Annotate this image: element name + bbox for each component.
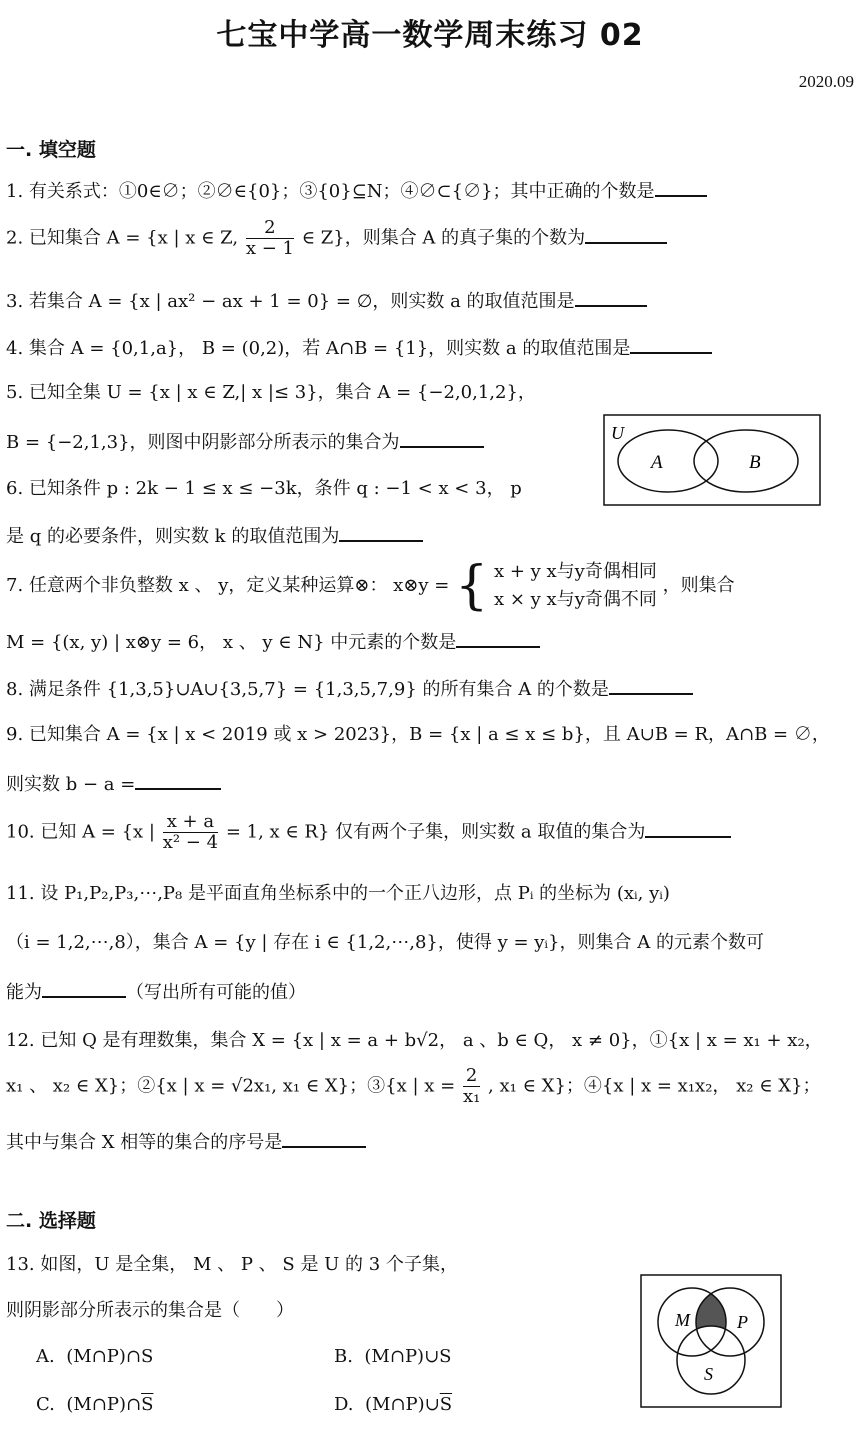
question-11-text-c2: （写出所有可能的值）	[126, 982, 306, 1003]
piecewise-cases	[494, 558, 657, 614]
question-10-text-b: = 1, x ∈ R} 仅有两个子集，则实数 a 取值的集合为	[225, 821, 646, 843]
question-10-text-a: 10. 已知 A = {x |	[6, 821, 155, 843]
question-1	[6, 177, 856, 205]
fraction-numerator: 2	[246, 218, 294, 239]
question-5-line-1	[6, 380, 856, 406]
question-12-line-1	[6, 1028, 856, 1054]
question-10	[6, 812, 856, 853]
question-7-text-b: M = {(x, y) | x⊗y = 6， x 、 y ∈ N} 中元素的个数是	[6, 632, 457, 653]
case-1: x + y x与y奇偶相同	[493, 561, 657, 582]
question-5-text-a: 5. 已知全集 U = {x | x ∈ Z,| x |≤ 3}，集合 A = {−2,0,1,2}，	[6, 382, 536, 403]
question-11-line-3	[6, 978, 856, 1006]
page-title: 七宝中学高一数学周末练习 02	[216, 18, 644, 53]
venn-label-a: A	[651, 452, 663, 473]
question-11-line-2	[6, 930, 856, 956]
question-6-text-b: 是 q 的必要条件，则实数 k 的取值范围为	[6, 526, 340, 547]
answer-blank[interactable]	[609, 675, 693, 695]
option-d-complement: $\overline{S}$	[439, 1394, 453, 1415]
question-8-text: 8. 满足条件 {1,3,5}∪A∪{3,5,7} = {1,3,5,7,9} 的所有集合 A 的个数是	[6, 679, 609, 700]
question-1-text: 1. 有关系式：①0∈∅；②∅∈{0}；③{0}⊆N；④∅⊂{∅}；其中正确的个数是	[6, 181, 655, 202]
fraction	[463, 1066, 480, 1107]
question-7-text-a: 7. 任意两个非负整数 x 、 y，定义某种运算⊗： x⊗y =	[6, 575, 450, 596]
fraction	[246, 218, 294, 259]
fraction-numerator: 2	[463, 1066, 480, 1087]
venn-label-m: M	[675, 1310, 690, 1330]
question-9-text-b: 则实数 b − a =	[6, 774, 136, 795]
answer-blank[interactable]	[655, 177, 707, 197]
question-7-text-c: ，则集合	[662, 575, 735, 596]
question-11-line-1	[6, 881, 856, 907]
question-12-text-b1: x₁ 、 x₂ ∈ X}；②{x | x = √2x₁, x₁ ∈ X}；③{x | x =	[6, 1075, 456, 1097]
venn-diagram-mps	[640, 1274, 782, 1408]
option-d-label: D.	[334, 1394, 354, 1415]
fraction-denominator: x² − 4	[162, 832, 219, 853]
question-11-text-c1: 能为	[6, 982, 42, 1003]
answer-blank[interactable]	[339, 522, 423, 542]
question-12-line-2	[6, 1066, 856, 1107]
question-7-line-1	[6, 558, 856, 614]
case-2: x × y x与y奇偶不同	[493, 589, 657, 610]
answer-blank[interactable]	[630, 334, 712, 354]
answer-blank[interactable]	[456, 628, 540, 648]
question-4-text: 4. 集合 A = {0,1,a}， B = (0,2)，若 A∩B = {1}，则实数 a 的取值范围是	[6, 338, 631, 359]
option-d[interactable]	[334, 1394, 452, 1415]
question-12-text-c: 其中与集合 X 相等的集合的序号是	[6, 1132, 283, 1153]
question-5-text-b: B = {−2,1,3}，则图中阴影部分所表示的集合为	[6, 432, 400, 453]
venn-label-u: U	[611, 423, 624, 443]
date-label: 2020.09	[798, 72, 854, 91]
question-6-line-2	[6, 522, 856, 550]
question-12-line-3	[6, 1128, 856, 1156]
question-13-text-a: 13. 如图，U 是全集， M 、 P 、 S 是 U 的 3 个子集，	[6, 1254, 458, 1275]
question-11-text-b: （i = 1,2,⋯,8），集合 A = {y | 存在 i ∈ {1,2,⋯,8}，使得 y = yᵢ}，则集合 A 的元素个数可	[6, 932, 764, 953]
question-2-text-b: ∈ Z}，则集合 A 的真子集的个数为	[301, 227, 586, 249]
answer-blank[interactable]	[575, 287, 647, 307]
question-11-text-a: 11. 设 P₁,P₂,P₃,⋯,P₈ 是平面直角坐标系中的一个正八边形，点 Pᵢ 的坐标为 (xᵢ, yᵢ)	[6, 883, 670, 904]
venn-label-b: B	[749, 452, 761, 473]
fraction-numerator: x + a	[163, 812, 218, 833]
option-c-complement: $\overline{S}$	[141, 1394, 154, 1415]
answer-blank[interactable]	[645, 818, 731, 838]
option-b[interactable]	[334, 1346, 452, 1367]
question-9-text-a: 9. 已知集合 A = {x | x < 2019 或 x > 2023}，B = {x | a ≤ x ≤ b}，且 A∪B = R，A∩B = ∅，	[6, 724, 830, 745]
option-c-text: (M∩P)∩	[66, 1394, 142, 1415]
question-3-text: 3. 若集合 A = {x | ax² − ax + 1 = 0} = ∅，则实数 a 的取值范围是	[6, 291, 575, 312]
option-b-label: B.	[334, 1346, 353, 1367]
option-a[interactable]	[36, 1346, 153, 1367]
answer-blank[interactable]	[400, 428, 484, 448]
question-2-text-a: 2. 已知集合 A = {x | x ∈ Z,	[6, 227, 239, 249]
option-c-label: C.	[36, 1394, 55, 1415]
option-a-label: A.	[36, 1346, 55, 1367]
question-12-text-b2: , x₁ ∈ X}；④{x | x = x₁x₂， x₂ ∈ X}；	[488, 1075, 821, 1097]
venn-label-s: S	[704, 1364, 713, 1384]
venn-label-p: P	[737, 1312, 748, 1332]
question-8	[6, 675, 856, 703]
question-9-line-2	[6, 770, 856, 798]
option-d-text: (M∩P)∪	[364, 1394, 440, 1415]
answer-blank[interactable]	[282, 1128, 366, 1148]
brace-symbol: {	[455, 556, 489, 616]
question-3	[6, 287, 856, 315]
question-2	[6, 218, 856, 259]
question-7-line-2	[6, 628, 856, 656]
question-4	[6, 334, 856, 362]
fraction-denominator: x₁	[462, 1086, 481, 1107]
question-12-text-a: 12. 已知 Q 是有理数集，集合 X = {x | x = a + b√2， a 、b ∈ Q， x ≠ 0}，①{x | x = x₁ + x₂，	[6, 1030, 823, 1051]
answer-blank[interactable]	[585, 224, 667, 244]
section-choice-heading: 二. 选择题	[6, 1210, 96, 1232]
question-6-line-1	[6, 476, 856, 502]
fraction	[163, 812, 218, 853]
answer-blank[interactable]	[135, 770, 221, 790]
option-c[interactable]	[36, 1394, 153, 1415]
option-a-text: (M∩P)∩S	[66, 1346, 154, 1367]
option-b-text: (M∩P)∪S	[364, 1346, 452, 1367]
question-13-text-b: 则阴影部分所表示的集合是（ ）	[6, 1300, 294, 1321]
question-9-line-1	[6, 722, 856, 748]
section-fill-in-heading: 一. 填空题	[6, 139, 96, 161]
answer-blank[interactable]	[42, 978, 126, 998]
question-6-text-a: 6. 已知条件 p : 2k − 1 ≤ x ≤ −3k，条件 q : −1 < x < 3， p	[6, 478, 522, 499]
fraction-denominator: x − 1	[245, 238, 294, 259]
